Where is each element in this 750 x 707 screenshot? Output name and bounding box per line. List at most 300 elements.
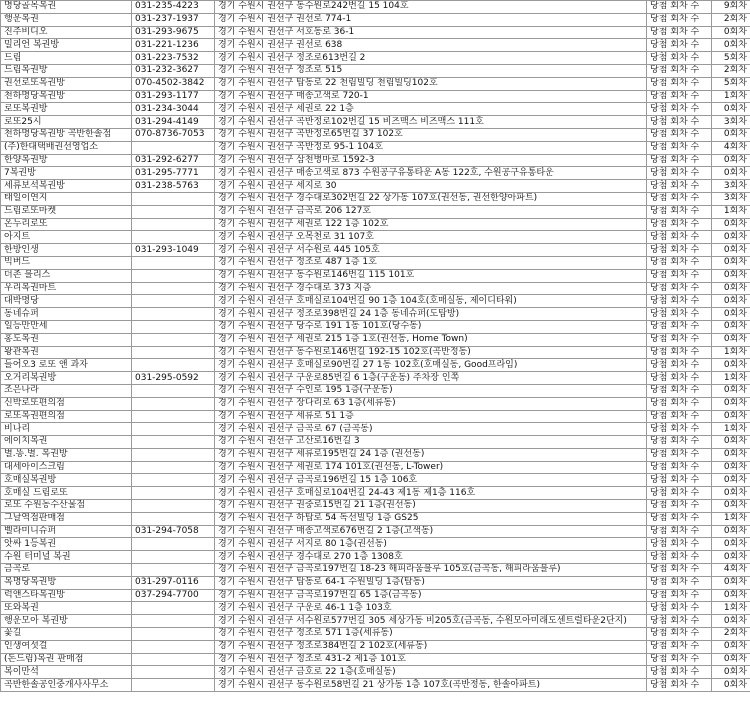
address-cell: 경기 수원시 권선구 세권로 122 1층 102호 [215,218,647,231]
address-cell: 경기 수원시 권선구 금곡로 67 (금곡동) [215,423,647,436]
table-row [1,39,750,52]
address-cell: 경기 수원시 권선구 정조로 515 [215,64,647,77]
win-count-label-cell: 당첨 회차 수 [647,410,712,423]
address-cell: 경기 수원시 권선구 정조로384번길 2 102호(세류동) [215,640,647,653]
win-count-label-cell: 당첨 회차 수 [647,77,712,90]
address-cell: 경기 수원시 권선구 정조로398번길 24 1층 동네슈퍼(도탑방) [215,308,647,321]
store-name-cell: 로또25시 [1,116,132,129]
phone-cell [132,410,215,423]
win-count-cell: 1회차 [712,423,750,436]
address-cell: 경기 수원시 권선구 매송고색로 873 수원공구유통타운 A동 122호, 수원공구유통타운 [215,167,647,180]
address-cell: 경기 수원시 권선구 서수원로577번길 305 세상가동 비205호(금곡동, 수원모아미래도센트럴타운2단지) [215,615,647,628]
phone-cell [132,359,215,372]
store-name-cell: 드림 [1,52,132,65]
store-name-cell: 또와복권 [1,602,132,615]
win-count-label-cell: 당첨 회차 수 [647,666,712,679]
address-cell: 경기 수원시 권선구 금곡로196번길 15 1층 106호 [215,474,647,487]
store-name-cell: 드림로또마켓 [1,205,132,218]
win-count-cell: 0회차 [712,39,750,52]
table-row [1,90,750,103]
address-cell: 경기 수원시 권선구 호매실로104번길 90 1층 104호(호매실동, 제이디타워) [215,295,647,308]
win-count-cell: 0회차 [712,640,750,653]
win-count-cell: 0회차 [712,308,750,321]
phone-cell: 031-238-5763 [132,180,215,193]
table-row [1,436,750,449]
store-name-cell: 복이만석 [1,666,132,679]
table-body [1,1,750,692]
phone-cell [132,141,215,154]
win-count-label-cell: 당첨 회차 수 [647,192,712,205]
win-count-label-cell: 당첨 회차 수 [647,359,712,372]
win-count-cell: 0회차 [712,576,750,589]
win-count-label-cell: 당첨 회차 수 [647,282,712,295]
store-name-cell: 로또복권편의점 [1,410,132,423]
win-count-label-cell: 당첨 회차 수 [647,512,712,525]
win-count-cell: 1회차 [712,372,750,385]
win-count-cell: 2회차 [712,64,750,77]
table-row [1,423,750,436]
address-cell: 경기 수원시 권선구 금곡로197번길 18-23 해피라움블루 105호(금곡동, 해피라움블루) [215,564,647,577]
win-count-cell: 0회차 [712,359,750,372]
table-row [1,500,750,513]
phone-cell: 031-292-6277 [132,154,215,167]
table-row [1,282,750,295]
store-name-cell: 한방인생 [1,244,132,257]
store-name-cell: 에이치복권 [1,436,132,449]
win-count-label-cell: 당첨 회차 수 [647,128,712,141]
win-count-cell: 3회차 [712,192,750,205]
phone-cell: 031-293-1049 [132,244,215,257]
win-count-label-cell: 당첨 회차 수 [647,180,712,193]
win-count-cell: 0회차 [712,551,750,564]
table-row [1,346,750,359]
phone-cell [132,679,215,692]
win-count-cell: 0회차 [712,269,750,282]
phone-cell [132,615,215,628]
phone-cell: 031-234-3044 [132,103,215,116]
table-row [1,26,750,39]
win-count-cell: 3회차 [712,180,750,193]
win-count-label-cell: 당첨 회차 수 [647,653,712,666]
store-name-cell: 수원 터미널 복권 [1,551,132,564]
table-row [1,512,750,525]
table-row [1,397,750,410]
store-name-cell: 권선로또복권방 [1,77,132,90]
table-row [1,295,750,308]
address-cell: 경기 수원시 권선구 동수원로58번길 21 상가동 1층 107호(곡반정동, 한솔아파트) [215,679,647,692]
address-cell: 경기 수원시 권선구 동수원로242번길 15 104호 [215,1,647,14]
table-row [1,372,750,385]
address-cell: 경기 수원시 권선구 권선로 774-1 [215,13,647,26]
address-cell: 경기 수원시 권선구 금곡로197번길 65 1층(금곡동) [215,589,647,602]
store-name-cell: 동네슈퍼 [1,308,132,321]
win-count-label-cell: 당첨 회차 수 [647,346,712,359]
address-cell: 경기 수원시 권선구 금호로 22 1층(호매실동) [215,666,647,679]
table-row [1,589,750,602]
address-cell: 경기 수원시 권선구 하탑로 54 독선빌딩 1층 GS25 [215,512,647,525]
win-count-label-cell: 당첨 회차 수 [647,372,712,385]
address-cell: 경기 수원시 권선구 권선로 638 [215,39,647,52]
store-name-cell: 행운모아 복권방 [1,615,132,628]
win-count-cell: 0회차 [712,666,750,679]
address-cell: 경기 수원시 권선구 세권로 174 101호(권선동, L-Tower) [215,461,647,474]
win-count-cell: 1회차 [712,602,750,615]
table-row [1,141,750,154]
phone-cell [132,436,215,449]
win-count-label-cell: 당첨 회차 수 [647,320,712,333]
address-cell: 경기 수원시 권선구 매송고색로 720-1 [215,90,647,103]
address-cell: 경기 수원시 권선구 탑동로 22 천림빌딩 천림빌딩102호 [215,77,647,90]
win-count-cell: 0회차 [712,103,750,116]
address-cell: 경기 수원시 권선구 세지로 30 [215,180,647,193]
win-count-cell: 0회차 [712,487,750,500]
phone-cell [132,538,215,551]
phone-cell [132,269,215,282]
win-count-cell: 0회차 [712,282,750,295]
phone-cell: 031-221-1236 [132,39,215,52]
table-row [1,551,750,564]
table-row [1,154,750,167]
table-row [1,269,750,282]
address-cell: 경기 수원시 권선구 금곡로 206 127호 [215,205,647,218]
address-cell: 경기 수원시 권선구 세권로 22 1층 [215,103,647,116]
win-count-cell: 2회차 [712,628,750,641]
address-cell: 경기 수원시 권선구 세류로195번길 24 1층 (권선동) [215,448,647,461]
phone-cell [132,282,215,295]
store-name-cell: 대박명당 [1,295,132,308]
table-row [1,244,750,257]
table-row [1,180,750,193]
win-count-cell: 0회차 [712,589,750,602]
table-row [1,679,750,692]
store-name-cell: 들어오3 로또 앤 과자 [1,359,132,372]
store-name-cell: 태일이연지 [1,192,132,205]
table-row [1,615,750,628]
address-cell: 경기 수원시 권선구 서호동로 36-1 [215,26,647,39]
phone-cell: 070-8736-7053 [132,128,215,141]
store-name-cell: 인생여섯걸 [1,640,132,653]
table-row [1,205,750,218]
phone-cell [132,346,215,359]
win-count-label-cell: 당첨 회차 수 [647,141,712,154]
address-cell: 경기 수원시 권선구 장다리로 63 1층(세류동) [215,397,647,410]
address-cell: 경기 수원시 권선구 구운로 46-1 1층 103호 [215,602,647,615]
table-row [1,77,750,90]
table-row [1,487,750,500]
table-row [1,320,750,333]
phone-cell [132,231,215,244]
phone-cell: 031-223-7532 [132,52,215,65]
store-name-cell: 천하명당복권방 곡반한솔점 [1,128,132,141]
win-count-cell: 0회차 [712,167,750,180]
phone-cell [132,448,215,461]
win-count-label-cell: 당첨 회차 수 [647,602,712,615]
store-name-cell: (돈드림)복권 판매점 [1,653,132,666]
table-row [1,333,750,346]
win-count-cell: 1회차 [712,512,750,525]
win-count-cell: 0회차 [712,397,750,410]
win-count-label-cell: 당첨 회차 수 [647,52,712,65]
phone-cell [132,295,215,308]
win-count-cell: 4회차 [712,564,750,577]
store-name-cell: 비나리 [1,423,132,436]
win-count-label-cell: 당첨 회차 수 [647,64,712,77]
win-count-label-cell: 당첨 회차 수 [647,256,712,269]
store-name-cell: 7복권방 [1,167,132,180]
win-count-label-cell: 당첨 회차 수 [647,90,712,103]
table-row [1,256,750,269]
win-count-cell: 0회차 [712,128,750,141]
address-cell: 경기 수원시 권선구 곡반정로65번길 37 102호 [215,128,647,141]
phone-cell [132,666,215,679]
store-name-cell: 밀리언 복권방 [1,39,132,52]
store-name-cell: 홍도복권 [1,333,132,346]
win-count-label-cell: 당첨 회차 수 [647,231,712,244]
table-row [1,13,750,26]
win-count-cell: 0회차 [712,384,750,397]
win-count-label-cell: 당첨 회차 수 [647,628,712,641]
phone-cell: 031-295-0592 [132,372,215,385]
win-count-label-cell: 당첨 회차 수 [647,487,712,500]
phone-cell [132,423,215,436]
phone-cell [132,333,215,346]
table-row [1,116,750,129]
win-count-cell: 4회차 [712,141,750,154]
win-count-cell: 2회차 [712,13,750,26]
win-count-cell: 0회차 [712,26,750,39]
address-cell: 경기 수원시 권선구 세권로 215 1층 1호(권선동, Home Town) [215,333,647,346]
store-name-cell: 호매실 드림로또 [1,487,132,500]
phone-cell [132,192,215,205]
win-count-label-cell: 당첨 회차 수 [647,295,712,308]
address-cell: 경기 수원시 권선구 동수원로146번길 115 101호 [215,269,647,282]
win-count-label-cell: 당첨 회차 수 [647,615,712,628]
store-name-cell: 우리복권마트 [1,282,132,295]
phone-cell: 031-295-7771 [132,167,215,180]
phone-cell [132,320,215,333]
table-row [1,653,750,666]
store-name-cell: 오거리복권방 [1,372,132,385]
win-count-label-cell: 당첨 회차 수 [647,103,712,116]
store-name-cell: 드림복권방 [1,64,132,77]
store-name-cell: 금곡로 [1,564,132,577]
win-count-cell: 5회차 [712,52,750,65]
table-row [1,640,750,653]
phone-cell [132,218,215,231]
address-cell: 경기 수원시 권선구 경수대로 270 1층 1308호 [215,551,647,564]
store-name-cell: 온누리로또 [1,218,132,231]
win-count-label-cell: 당첨 회차 수 [647,244,712,257]
phone-cell [132,551,215,564]
phone-cell: 031-294-4149 [132,116,215,129]
win-count-cell: 1회차 [712,346,750,359]
address-cell: 경기 수원시 권선구 수인로 195 1층(구운동) [215,384,647,397]
table-row [1,628,750,641]
phone-cell: 031-294-7058 [132,525,215,538]
address-cell: 경기 수원시 권선구 정조로 571 1층(세류동) [215,628,647,641]
phone-cell: 070-4502-3842 [132,77,215,90]
phone-cell [132,384,215,397]
store-name-cell: 행운복권 [1,13,132,26]
store-name-cell: 곡반한솔공인중개사사무소 [1,679,132,692]
win-count-label-cell: 당첨 회차 수 [647,167,712,180]
table-row [1,308,750,321]
table-row [1,525,750,538]
address-cell: 경기 수원시 권선구 호매실로90번길 27 1동 102호(호매실동, Good프라임) [215,359,647,372]
address-cell: 경기 수원시 권선구 정조로 487 1층 1호 [215,256,647,269]
table-row [1,231,750,244]
phone-cell [132,564,215,577]
win-count-label-cell: 당첨 회차 수 [647,333,712,346]
table-row [1,52,750,65]
phone-cell [132,205,215,218]
store-name-cell: 명당골목복권 [1,1,132,14]
phone-cell: 037-294-7700 [132,589,215,602]
win-count-cell: 0회차 [712,218,750,231]
table-row [1,448,750,461]
store-name-cell: 로또복권방 [1,103,132,116]
win-count-label-cell: 당첨 회차 수 [647,640,712,653]
win-count-label-cell: 당첨 회차 수 [647,448,712,461]
table-row [1,576,750,589]
phone-cell [132,640,215,653]
win-count-label-cell: 당첨 회차 수 [647,26,712,39]
address-cell: 경기 수원시 권선구 서수원로 445 105호 [215,244,647,257]
store-name-cell: 럭앤스타복권방 [1,589,132,602]
win-count-cell: 0회차 [712,295,750,308]
address-cell: 경기 수원시 권선구 구운로85번길 6 1층(구운동) 주차장 인쪽 [215,372,647,385]
win-count-label-cell: 당첨 회차 수 [647,500,712,513]
table-row [1,192,750,205]
store-name-cell: 빅버드 [1,256,132,269]
table-row [1,1,750,14]
table-row [1,64,750,77]
address-cell: 경기 수원시 권선구 고산로16번길 3 [215,436,647,449]
win-count-cell: 0회차 [712,436,750,449]
win-count-cell: 0회차 [712,244,750,257]
phone-cell: 031-297-0116 [132,576,215,589]
address-cell: 경기 수원시 권선구 서지로 80 1층(권선동) [215,538,647,551]
table-row [1,128,750,141]
store-name-cell: 더존 블리스 [1,269,132,282]
address-cell: 경기 수원시 권선구 매송고색로676번길 2 1층(고색동) [215,525,647,538]
store-name-cell: 별.똥.별. 복권방 [1,448,132,461]
store-name-cell: 한양복권방 [1,154,132,167]
win-count-cell: 0회차 [712,154,750,167]
win-count-label-cell: 당첨 회차 수 [647,13,712,26]
phone-cell [132,512,215,525]
win-count-cell: 3회차 [712,116,750,129]
table-row [1,167,750,180]
phone-cell [132,474,215,487]
phone-cell: 031-293-9675 [132,26,215,39]
win-count-label-cell: 당첨 회차 수 [647,384,712,397]
table-row [1,538,750,551]
win-count-cell: 0회차 [712,474,750,487]
address-cell: 경기 수원시 권선구 경수대로 373 지층 [215,282,647,295]
phone-cell: 031-235-4223 [132,1,215,14]
phone-cell: 031-237-1937 [132,13,215,26]
win-count-cell: 5회차 [712,77,750,90]
address-cell: 경기 수원시 권선구 호매실로104번길 24-43 제1동 제1층 116호 [215,487,647,500]
address-cell: 경기 수원시 권선구 당수로 191 1동 101호(당수동) [215,320,647,333]
win-count-label-cell: 당첨 회차 수 [647,461,712,474]
address-cell: 경기 수원시 권선구 정조로613번길 2 [215,52,647,65]
store-name-cell: 일등만만세 [1,320,132,333]
win-count-cell: 0회차 [712,615,750,628]
win-count-label-cell: 당첨 회차 수 [647,576,712,589]
win-count-label-cell: 당첨 회차 수 [647,564,712,577]
win-count-cell: 1회차 [712,205,750,218]
table-row [1,103,750,116]
phone-cell [132,602,215,615]
win-count-label-cell: 당첨 회차 수 [647,1,712,14]
win-count-label-cell: 당첨 회차 수 [647,116,712,129]
phone-cell [132,500,215,513]
store-name-cell: 복명당복권방 [1,576,132,589]
table-row [1,474,750,487]
win-count-label-cell: 당첨 회차 수 [647,39,712,52]
store-name-cell: 진주비디오 [1,26,132,39]
address-cell: 경기 수원시 권선구 경수대로302번길 22 상가동 107호(권선동, 권선한양아파트) [215,192,647,205]
win-count-label-cell: 당첨 회차 수 [647,474,712,487]
win-count-label-cell: 당첨 회차 수 [647,218,712,231]
win-count-cell: 0회차 [712,525,750,538]
address-cell: 경기 수원시 권선구 곡반정로102번길 15 비즈맥스 비즈맥스 111호 [215,116,647,129]
table-row [1,602,750,615]
store-name-cell: 대세아이스크림 [1,461,132,474]
table-row [1,359,750,372]
table-row [1,218,750,231]
phone-cell [132,461,215,474]
store-name-cell: 조은나라 [1,384,132,397]
win-count-cell: 0회차 [712,320,750,333]
win-count-cell: 0회차 [712,653,750,666]
phone-cell [132,628,215,641]
store-name-cell: 신박로또편의점 [1,397,132,410]
win-count-cell: 0회차 [712,461,750,474]
store-name-cell: 벨라미니슈퍼 [1,525,132,538]
win-count-cell: 1회차 [712,90,750,103]
store-name-cell: 세류보석복권방 [1,180,132,193]
phone-cell: 031-293-1177 [132,90,215,103]
table-row [1,666,750,679]
win-count-cell: 0회차 [712,231,750,244]
address-cell: 경기 수원시 권선구 오목천로 31 107호 [215,231,647,244]
win-count-cell: 0회차 [712,333,750,346]
win-count-label-cell: 당첨 회차 수 [647,205,712,218]
win-count-cell: 9회차 [712,1,750,14]
win-count-label-cell: 당첨 회차 수 [647,525,712,538]
address-cell: 경기 수원시 권선구 정조로 431-2 제1층 101호 [215,653,647,666]
table-row [1,461,750,474]
store-name-cell: 왕관복권 [1,346,132,359]
store-name-cell: 꽃길 [1,628,132,641]
phone-cell [132,256,215,269]
store-name-cell: 아지트 [1,231,132,244]
win-count-label-cell: 당첨 회차 수 [647,551,712,564]
store-name-cell: 천하명당복권방 [1,90,132,103]
win-count-label-cell: 당첨 회차 수 [647,538,712,551]
table-row [1,384,750,397]
phone-cell [132,308,215,321]
win-count-cell: 0회차 [712,679,750,692]
store-name-cell: 로또 수원농수산물점 [1,500,132,513]
win-count-cell: 0회차 [712,448,750,461]
address-cell: 경기 수원시 권선구 탑동로 64-1 수원빌딩 1층(탑동) [215,576,647,589]
win-count-label-cell: 당첨 회차 수 [647,154,712,167]
win-count-label-cell: 당첨 회차 수 [647,589,712,602]
